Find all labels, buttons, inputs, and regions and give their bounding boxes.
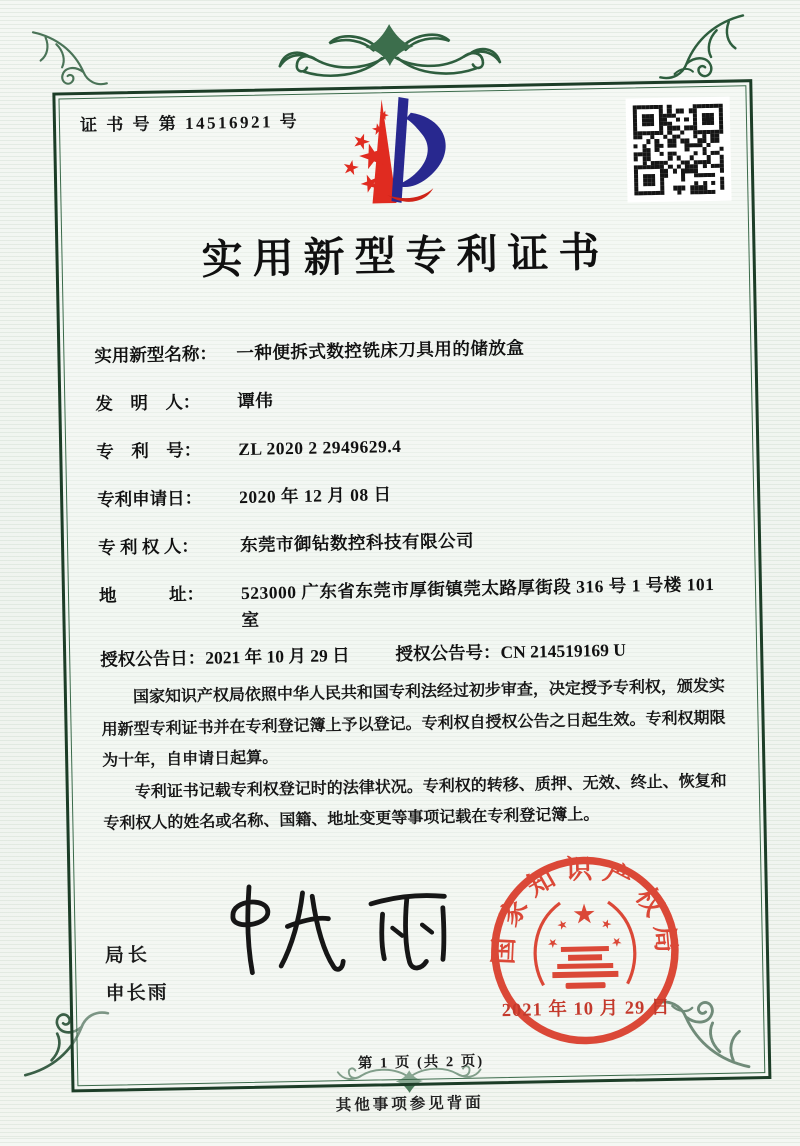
legal-paragraph-1: 国家知识产权局依照中华人民共和国专利法经过初步审查，决定授予专利权，颁发实用新型专利证书并在专利登记簿上予以登记。专利权自授权公告之日起生效。专利权期限为十年，自申请日起算。 xyxy=(101,677,726,770)
qr-code xyxy=(626,97,732,203)
field-label: 授权公告日： xyxy=(100,647,206,670)
field-label: 地 址： xyxy=(98,583,205,606)
field-value: 东莞市御钻数控科技有限公司 xyxy=(239,530,475,556)
field-value: 2021 年 10 月 29 日 xyxy=(205,644,350,668)
field-label: 实用新型名称： xyxy=(94,343,218,366)
field-value: 一种便拆式数控铣床刀具用的储放盒 xyxy=(236,337,525,364)
field-label: 授权公告号： xyxy=(395,642,501,665)
director-signature xyxy=(189,876,471,1006)
field-grant-date xyxy=(100,642,350,674)
field-value: 谭伟 xyxy=(237,390,274,412)
field-label: 发 明 人： xyxy=(95,391,201,414)
official-seal xyxy=(476,841,694,1059)
page-number: 第 1 页 (共 2 页) xyxy=(357,1053,485,1072)
field-inventor xyxy=(95,379,719,418)
field-grant-row xyxy=(100,635,724,674)
certificate-title: 实用新型专利证书 xyxy=(201,228,610,283)
qr-code-grid xyxy=(633,104,725,196)
field-patent-number xyxy=(96,427,720,466)
field-label: 专利申请日： xyxy=(96,487,203,510)
director-title-label: 局长 xyxy=(104,944,152,967)
field-value: 2020 年 12 月 08 日 xyxy=(238,484,392,508)
field-value: ZL 2020 2 2949629.4 xyxy=(238,435,402,460)
field-address xyxy=(99,571,724,637)
cnipa-logo-icon xyxy=(325,92,467,219)
back-side-note: 其他事项参见背面 xyxy=(335,1094,484,1115)
field-label: 专 利 号： xyxy=(96,439,202,462)
certificate-number: 证 书 号 第 14516921 号 xyxy=(79,111,300,136)
national-emblem-icon xyxy=(534,902,635,990)
seal-text: 国家知识产权局 xyxy=(488,853,683,966)
legal-text xyxy=(101,671,728,840)
seal-date: 2021 年 10 月 29 日 xyxy=(501,997,671,1022)
field-filing-date xyxy=(97,475,721,514)
certificate-frame xyxy=(52,79,771,1092)
director-name-label: 申长雨 xyxy=(105,982,169,1005)
field-label: 专 利 权 人： xyxy=(97,535,199,558)
top-flourish-ornament xyxy=(265,8,514,87)
legal-paragraph-2: 专利证书记载专利权登记时的法律状况。专利权的转移、质押、无效、终止、恢复和专利权人的姓名或名称、国籍、地址变更等事项记载在专利登记簿上。 xyxy=(103,772,727,833)
field-grant-number xyxy=(395,637,626,668)
field-value: CN 214519169 U xyxy=(500,639,627,663)
field-value: 523000 广东省东莞市厚街镇莞太路厚街段 316 号 1 号楼 101 室 xyxy=(240,573,715,631)
field-utility-model-name xyxy=(94,331,718,370)
field-list xyxy=(94,331,724,674)
field-patentee xyxy=(98,523,722,562)
